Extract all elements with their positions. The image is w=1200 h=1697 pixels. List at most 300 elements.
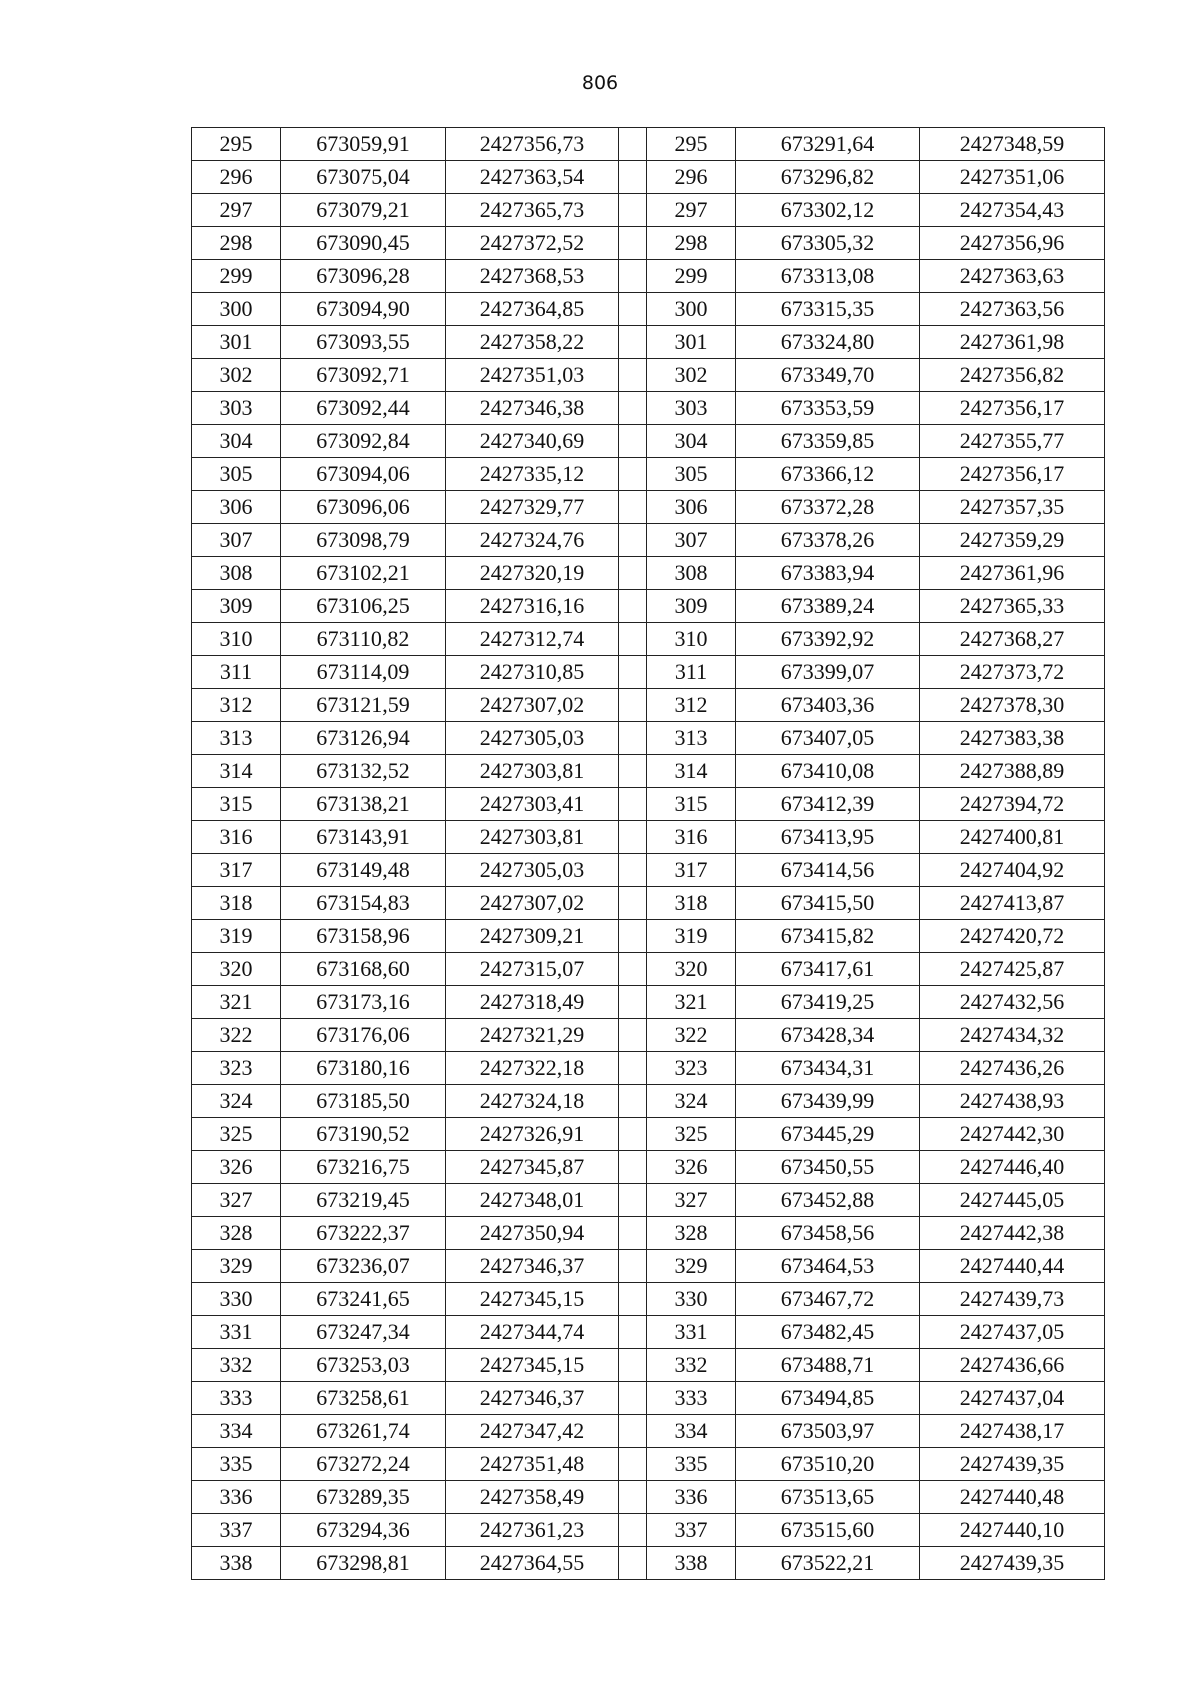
x-coordinate-right: 673383,94 <box>736 557 920 590</box>
x-coordinate-left: 673132,52 <box>281 755 446 788</box>
x-coordinate-left: 673261,74 <box>281 1415 446 1448</box>
table-row <box>192 887 1105 920</box>
x-coordinate-left: 673253,03 <box>281 1349 446 1382</box>
point-number-right: 321 <box>647 986 736 1019</box>
point-number-right: 329 <box>647 1250 736 1283</box>
x-coordinate-right: 673488,71 <box>736 1349 920 1382</box>
y-coordinate-right: 2427436,66 <box>920 1349 1105 1382</box>
separator-cell <box>619 854 647 887</box>
point-number-left: 301 <box>192 326 281 359</box>
separator-cell <box>619 953 647 986</box>
point-number-left: 323 <box>192 1052 281 1085</box>
separator-cell <box>619 1448 647 1481</box>
x-coordinate-right: 673353,59 <box>736 392 920 425</box>
y-coordinate-right: 2427378,30 <box>920 689 1105 722</box>
y-coordinate-left: 2427321,29 <box>446 1019 619 1052</box>
y-coordinate-left: 2427345,87 <box>446 1151 619 1184</box>
x-coordinate-left: 673180,16 <box>281 1052 446 1085</box>
x-coordinate-left: 673106,25 <box>281 590 446 623</box>
point-number-left: 309 <box>192 590 281 623</box>
y-coordinate-right: 2427351,06 <box>920 161 1105 194</box>
y-coordinate-right: 2427437,05 <box>920 1316 1105 1349</box>
x-coordinate-left: 673185,50 <box>281 1085 446 1118</box>
table-row <box>192 1481 1105 1514</box>
table-row <box>192 128 1105 161</box>
x-coordinate-left: 673176,06 <box>281 1019 446 1052</box>
y-coordinate-right: 2427442,38 <box>920 1217 1105 1250</box>
point-number-right: 333 <box>647 1382 736 1415</box>
point-number-right: 322 <box>647 1019 736 1052</box>
point-number-right: 314 <box>647 755 736 788</box>
point-number-left: 304 <box>192 425 281 458</box>
y-coordinate-left: 2427324,76 <box>446 524 619 557</box>
x-coordinate-left: 673121,59 <box>281 689 446 722</box>
separator-cell <box>619 524 647 557</box>
point-number-left: 311 <box>192 656 281 689</box>
point-number-right: 305 <box>647 458 736 491</box>
y-coordinate-left: 2427329,77 <box>446 491 619 524</box>
x-coordinate-right: 673359,85 <box>736 425 920 458</box>
point-number-right: 318 <box>647 887 736 920</box>
x-coordinate-right: 673428,34 <box>736 1019 920 1052</box>
point-number-right: 303 <box>647 392 736 425</box>
y-coordinate-right: 2427356,17 <box>920 392 1105 425</box>
separator-cell <box>619 1052 647 1085</box>
point-number-right: 307 <box>647 524 736 557</box>
point-number-right: 326 <box>647 1151 736 1184</box>
point-number-left: 300 <box>192 293 281 326</box>
separator-cell <box>619 128 647 161</box>
separator-cell <box>619 1547 647 1580</box>
x-coordinate-right: 673414,56 <box>736 854 920 887</box>
y-coordinate-left: 2427303,81 <box>446 821 619 854</box>
y-coordinate-right: 2427383,38 <box>920 722 1105 755</box>
y-coordinate-right: 2427438,93 <box>920 1085 1105 1118</box>
y-coordinate-left: 2427309,21 <box>446 920 619 953</box>
y-coordinate-right: 2427445,05 <box>920 1184 1105 1217</box>
point-number-right: 337 <box>647 1514 736 1547</box>
table-row <box>192 1514 1105 1547</box>
y-coordinate-right: 2427439,35 <box>920 1448 1105 1481</box>
y-coordinate-right: 2427446,40 <box>920 1151 1105 1184</box>
y-coordinate-right: 2427388,89 <box>920 755 1105 788</box>
table-row <box>192 1151 1105 1184</box>
y-coordinate-right: 2427356,82 <box>920 359 1105 392</box>
table-row <box>192 491 1105 524</box>
x-coordinate-right: 673464,53 <box>736 1250 920 1283</box>
table-row <box>192 1118 1105 1151</box>
point-number-right: 327 <box>647 1184 736 1217</box>
x-coordinate-left: 673294,36 <box>281 1514 446 1547</box>
x-coordinate-left: 673298,81 <box>281 1547 446 1580</box>
point-number-left: 326 <box>192 1151 281 1184</box>
y-coordinate-right: 2427436,26 <box>920 1052 1105 1085</box>
point-number-left: 307 <box>192 524 281 557</box>
table-row <box>192 854 1105 887</box>
x-coordinate-left: 673190,52 <box>281 1118 446 1151</box>
separator-cell <box>619 920 647 953</box>
x-coordinate-right: 673434,31 <box>736 1052 920 1085</box>
point-number-right: 315 <box>647 788 736 821</box>
table-row <box>192 326 1105 359</box>
y-coordinate-right: 2427425,87 <box>920 953 1105 986</box>
x-coordinate-right: 673392,92 <box>736 623 920 656</box>
x-coordinate-right: 673296,82 <box>736 161 920 194</box>
x-coordinate-left: 673126,94 <box>281 722 446 755</box>
table-row <box>192 524 1105 557</box>
point-number-right: 319 <box>647 920 736 953</box>
point-number-right: 332 <box>647 1349 736 1382</box>
separator-cell <box>619 590 647 623</box>
x-coordinate-right: 673372,28 <box>736 491 920 524</box>
point-number-left: 316 <box>192 821 281 854</box>
y-coordinate-right: 2427400,81 <box>920 821 1105 854</box>
point-number-left: 295 <box>192 128 281 161</box>
y-coordinate-left: 2427303,81 <box>446 755 619 788</box>
x-coordinate-left: 673092,71 <box>281 359 446 392</box>
x-coordinate-left: 673272,24 <box>281 1448 446 1481</box>
y-coordinate-left: 2427316,16 <box>446 590 619 623</box>
x-coordinate-right: 673515,60 <box>736 1514 920 1547</box>
y-coordinate-right: 2427359,29 <box>920 524 1105 557</box>
point-number-left: 327 <box>192 1184 281 1217</box>
x-coordinate-right: 673366,12 <box>736 458 920 491</box>
y-coordinate-left: 2427348,01 <box>446 1184 619 1217</box>
separator-cell <box>619 293 647 326</box>
x-coordinate-left: 673093,55 <box>281 326 446 359</box>
x-coordinate-left: 673219,45 <box>281 1184 446 1217</box>
separator-cell <box>619 359 647 392</box>
y-coordinate-right: 2427440,44 <box>920 1250 1105 1283</box>
y-coordinate-left: 2427310,85 <box>446 656 619 689</box>
y-coordinate-left: 2427365,73 <box>446 194 619 227</box>
x-coordinate-right: 673302,12 <box>736 194 920 227</box>
separator-cell <box>619 392 647 425</box>
y-coordinate-left: 2427346,37 <box>446 1250 619 1283</box>
point-number-left: 320 <box>192 953 281 986</box>
point-number-left: 308 <box>192 557 281 590</box>
separator-cell <box>619 425 647 458</box>
separator-cell <box>619 1085 647 1118</box>
separator-cell <box>619 656 647 689</box>
y-coordinate-right: 2427440,48 <box>920 1481 1105 1514</box>
point-number-left: 319 <box>192 920 281 953</box>
point-number-right: 312 <box>647 689 736 722</box>
x-coordinate-right: 673407,05 <box>736 722 920 755</box>
y-coordinate-right: 2427348,59 <box>920 128 1105 161</box>
table-row <box>192 458 1105 491</box>
separator-cell <box>619 1151 647 1184</box>
table-row <box>192 227 1105 260</box>
y-coordinate-right: 2427439,35 <box>920 1547 1105 1580</box>
point-number-left: 298 <box>192 227 281 260</box>
point-number-left: 329 <box>192 1250 281 1283</box>
separator-cell <box>619 1118 647 1151</box>
y-coordinate-left: 2427346,38 <box>446 392 619 425</box>
point-number-left: 337 <box>192 1514 281 1547</box>
page-number: 806 <box>581 72 619 94</box>
separator-cell <box>619 1184 647 1217</box>
point-number-left: 331 <box>192 1316 281 1349</box>
table-row <box>192 1019 1105 1052</box>
y-coordinate-right: 2427438,17 <box>920 1415 1105 1448</box>
point-number-left: 317 <box>192 854 281 887</box>
point-number-right: 308 <box>647 557 736 590</box>
table-row <box>192 821 1105 854</box>
x-coordinate-right: 673324,80 <box>736 326 920 359</box>
y-coordinate-left: 2427356,73 <box>446 128 619 161</box>
separator-cell <box>619 887 647 920</box>
separator-cell <box>619 821 647 854</box>
separator-cell <box>619 1283 647 1316</box>
x-coordinate-left: 673168,60 <box>281 953 446 986</box>
point-number-left: 338 <box>192 1547 281 1580</box>
table-row <box>192 194 1105 227</box>
y-coordinate-left: 2427358,22 <box>446 326 619 359</box>
point-number-right: 299 <box>647 260 736 293</box>
point-number-left: 306 <box>192 491 281 524</box>
x-coordinate-right: 673513,65 <box>736 1481 920 1514</box>
separator-cell <box>619 788 647 821</box>
x-coordinate-left: 673102,21 <box>281 557 446 590</box>
y-coordinate-left: 2427318,49 <box>446 986 619 1019</box>
x-coordinate-left: 673154,83 <box>281 887 446 920</box>
y-coordinate-left: 2427345,15 <box>446 1283 619 1316</box>
x-coordinate-left: 673143,91 <box>281 821 446 854</box>
table-row <box>192 425 1105 458</box>
coordinates-table-body <box>192 128 1105 1580</box>
point-number-right: 313 <box>647 722 736 755</box>
point-number-right: 298 <box>647 227 736 260</box>
table-row <box>192 1382 1105 1415</box>
point-number-right: 311 <box>647 656 736 689</box>
x-coordinate-left: 673149,48 <box>281 854 446 887</box>
y-coordinate-left: 2427326,91 <box>446 1118 619 1151</box>
x-coordinate-left: 673098,79 <box>281 524 446 557</box>
x-coordinate-left: 673090,45 <box>281 227 446 260</box>
y-coordinate-right: 2427404,92 <box>920 854 1105 887</box>
separator-cell <box>619 260 647 293</box>
table-row <box>192 1184 1105 1217</box>
table-row <box>192 1316 1105 1349</box>
point-number-right: 331 <box>647 1316 736 1349</box>
separator-cell <box>619 623 647 656</box>
point-number-left: 303 <box>192 392 281 425</box>
point-number-right: 317 <box>647 854 736 887</box>
y-coordinate-right: 2427439,73 <box>920 1283 1105 1316</box>
table-row <box>192 1250 1105 1283</box>
separator-cell <box>619 1514 647 1547</box>
table-row <box>192 1283 1105 1316</box>
point-number-left: 328 <box>192 1217 281 1250</box>
separator-cell <box>619 689 647 722</box>
point-number-left: 322 <box>192 1019 281 1052</box>
point-number-left: 334 <box>192 1415 281 1448</box>
point-number-right: 304 <box>647 425 736 458</box>
separator-cell <box>619 755 647 788</box>
point-number-right: 310 <box>647 623 736 656</box>
y-coordinate-left: 2427372,52 <box>446 227 619 260</box>
x-coordinate-left: 673258,61 <box>281 1382 446 1415</box>
x-coordinate-right: 673503,97 <box>736 1415 920 1448</box>
table-row <box>192 161 1105 194</box>
separator-cell <box>619 1349 647 1382</box>
y-coordinate-right: 2427357,35 <box>920 491 1105 524</box>
table-row <box>192 788 1105 821</box>
y-coordinate-right: 2427365,33 <box>920 590 1105 623</box>
x-coordinate-right: 673450,55 <box>736 1151 920 1184</box>
y-coordinate-left: 2427346,37 <box>446 1382 619 1415</box>
point-number-right: 323 <box>647 1052 736 1085</box>
x-coordinate-left: 673094,90 <box>281 293 446 326</box>
separator-cell <box>619 1250 647 1283</box>
x-coordinate-left: 673092,44 <box>281 392 446 425</box>
table-row <box>192 689 1105 722</box>
x-coordinate-right: 673494,85 <box>736 1382 920 1415</box>
x-coordinate-left: 673059,91 <box>281 128 446 161</box>
y-coordinate-left: 2427351,03 <box>446 359 619 392</box>
y-coordinate-right: 2427373,72 <box>920 656 1105 689</box>
separator-cell <box>619 1019 647 1052</box>
point-number-right: 302 <box>647 359 736 392</box>
point-number-left: 321 <box>192 986 281 1019</box>
table-row <box>192 920 1105 953</box>
x-coordinate-right: 673458,56 <box>736 1217 920 1250</box>
point-number-right: 330 <box>647 1283 736 1316</box>
table-row <box>192 1085 1105 1118</box>
x-coordinate-right: 673413,95 <box>736 821 920 854</box>
point-number-left: 333 <box>192 1382 281 1415</box>
y-coordinate-right: 2427413,87 <box>920 887 1105 920</box>
separator-cell <box>619 1382 647 1415</box>
x-coordinate-right: 673452,88 <box>736 1184 920 1217</box>
point-number-left: 330 <box>192 1283 281 1316</box>
x-coordinate-right: 673510,20 <box>736 1448 920 1481</box>
table-row <box>192 293 1105 326</box>
table-row <box>192 1052 1105 1085</box>
separator-cell <box>619 1217 647 1250</box>
y-coordinate-left: 2427364,85 <box>446 293 619 326</box>
x-coordinate-left: 673075,04 <box>281 161 446 194</box>
y-coordinate-right: 2427368,27 <box>920 623 1105 656</box>
table-row <box>192 1547 1105 1580</box>
y-coordinate-left: 2427320,19 <box>446 557 619 590</box>
point-number-right: 297 <box>647 194 736 227</box>
point-number-right: 328 <box>647 1217 736 1250</box>
point-number-left: 312 <box>192 689 281 722</box>
x-coordinate-right: 673522,21 <box>736 1547 920 1580</box>
table-row <box>192 557 1105 590</box>
table-row <box>192 953 1105 986</box>
x-coordinate-right: 673399,07 <box>736 656 920 689</box>
y-coordinate-left: 2427307,02 <box>446 689 619 722</box>
y-coordinate-left: 2427358,49 <box>446 1481 619 1514</box>
x-coordinate-left: 673216,75 <box>281 1151 446 1184</box>
point-number-right: 324 <box>647 1085 736 1118</box>
table-row <box>192 986 1105 1019</box>
y-coordinate-right: 2427356,96 <box>920 227 1105 260</box>
x-coordinate-right: 673349,70 <box>736 359 920 392</box>
point-number-right: 335 <box>647 1448 736 1481</box>
y-coordinate-left: 2427351,48 <box>446 1448 619 1481</box>
table-row <box>192 623 1105 656</box>
y-coordinate-left: 2427364,55 <box>446 1547 619 1580</box>
separator-cell <box>619 194 647 227</box>
point-number-right: 325 <box>647 1118 736 1151</box>
x-coordinate-right: 673403,36 <box>736 689 920 722</box>
separator-cell <box>619 722 647 755</box>
point-number-left: 299 <box>192 260 281 293</box>
y-coordinate-right: 2427440,10 <box>920 1514 1105 1547</box>
table-row <box>192 260 1105 293</box>
y-coordinate-left: 2427350,94 <box>446 1217 619 1250</box>
y-coordinate-right: 2427432,56 <box>920 986 1105 1019</box>
y-coordinate-left: 2427307,02 <box>446 887 619 920</box>
x-coordinate-right: 673412,39 <box>736 788 920 821</box>
point-number-right: 334 <box>647 1415 736 1448</box>
y-coordinate-left: 2427324,18 <box>446 1085 619 1118</box>
y-coordinate-right: 2427354,43 <box>920 194 1105 227</box>
y-coordinate-right: 2427420,72 <box>920 920 1105 953</box>
y-coordinate-left: 2427305,03 <box>446 854 619 887</box>
x-coordinate-left: 673241,65 <box>281 1283 446 1316</box>
x-coordinate-left: 673094,06 <box>281 458 446 491</box>
point-number-left: 314 <box>192 755 281 788</box>
table-row <box>192 1349 1105 1382</box>
point-number-left: 318 <box>192 887 281 920</box>
point-number-left: 336 <box>192 1481 281 1514</box>
x-coordinate-left: 673289,35 <box>281 1481 446 1514</box>
y-coordinate-left: 2427303,41 <box>446 788 619 821</box>
y-coordinate-left: 2427345,15 <box>446 1349 619 1382</box>
point-number-right: 309 <box>647 590 736 623</box>
y-coordinate-left: 2427363,54 <box>446 161 619 194</box>
x-coordinate-right: 673410,08 <box>736 755 920 788</box>
x-coordinate-right: 673419,25 <box>736 986 920 1019</box>
separator-cell <box>619 227 647 260</box>
x-coordinate-right: 673415,82 <box>736 920 920 953</box>
x-coordinate-right: 673378,26 <box>736 524 920 557</box>
x-coordinate-left: 673158,96 <box>281 920 446 953</box>
y-coordinate-left: 2427368,53 <box>446 260 619 293</box>
x-coordinate-right: 673482,45 <box>736 1316 920 1349</box>
table-row <box>192 1448 1105 1481</box>
x-coordinate-right: 673305,32 <box>736 227 920 260</box>
y-coordinate-left: 2427315,07 <box>446 953 619 986</box>
x-coordinate-right: 673313,08 <box>736 260 920 293</box>
point-number-left: 305 <box>192 458 281 491</box>
y-coordinate-right: 2427361,98 <box>920 326 1105 359</box>
y-coordinate-right: 2427363,56 <box>920 293 1105 326</box>
point-number-right: 300 <box>647 293 736 326</box>
y-coordinate-left: 2427347,42 <box>446 1415 619 1448</box>
y-coordinate-right: 2427434,32 <box>920 1019 1105 1052</box>
separator-cell <box>619 491 647 524</box>
point-number-left: 335 <box>192 1448 281 1481</box>
y-coordinate-left: 2427312,74 <box>446 623 619 656</box>
table-row <box>192 755 1105 788</box>
x-coordinate-left: 673138,21 <box>281 788 446 821</box>
y-coordinate-right: 2427437,04 <box>920 1382 1105 1415</box>
x-coordinate-right: 673315,35 <box>736 293 920 326</box>
y-coordinate-left: 2427322,18 <box>446 1052 619 1085</box>
point-number-left: 315 <box>192 788 281 821</box>
table-row <box>192 359 1105 392</box>
y-coordinate-left: 2427344,74 <box>446 1316 619 1349</box>
x-coordinate-left: 673173,16 <box>281 986 446 1019</box>
point-number-left: 302 <box>192 359 281 392</box>
point-number-left: 325 <box>192 1118 281 1151</box>
